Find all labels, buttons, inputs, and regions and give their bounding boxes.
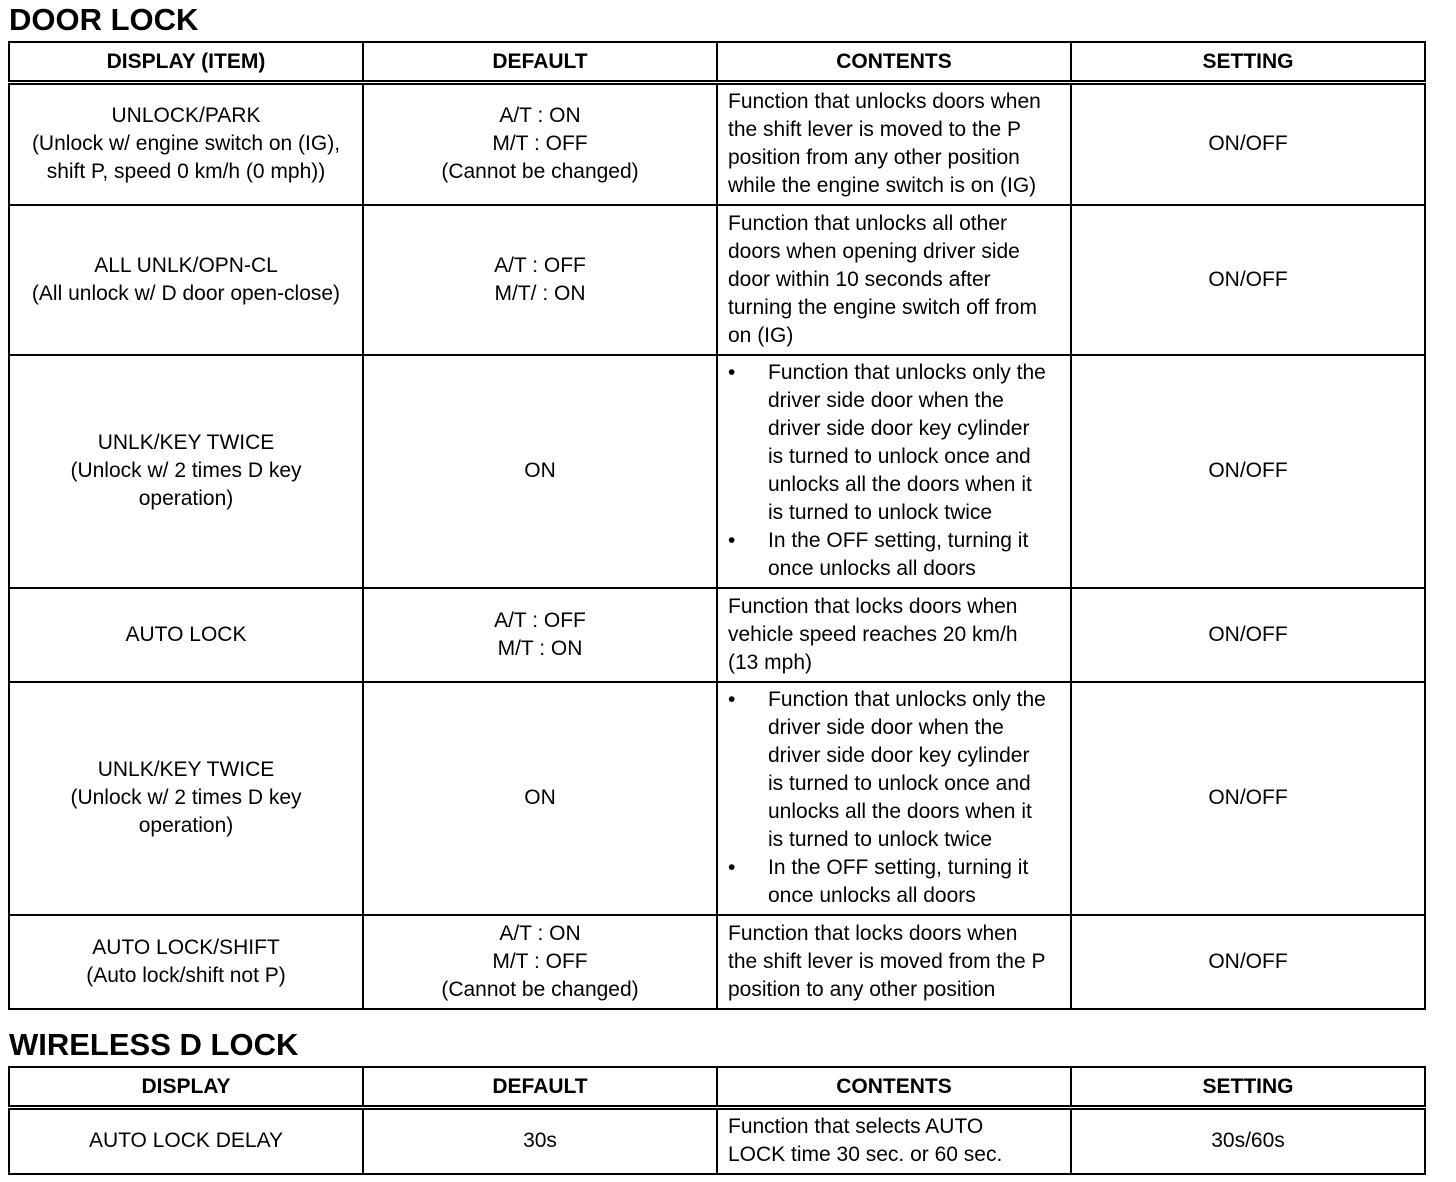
display-item-desc: shift P, speed 0 km/h (0 mph)) bbox=[46, 160, 326, 184]
table-row bbox=[9, 682, 1425, 915]
contents-line: Function that locks doors when bbox=[728, 594, 1018, 618]
contents-bullet-list bbox=[728, 359, 1062, 583]
table-row bbox=[9, 205, 1425, 355]
display-item-name: UNLK/KEY TWICE bbox=[97, 431, 275, 454]
contents-line: the shift lever is moved from the P bbox=[728, 949, 1046, 973]
header-setting: SETTING bbox=[1071, 42, 1425, 83]
door-lock-table bbox=[8, 41, 1426, 1010]
default-cell bbox=[363, 205, 717, 355]
setting-cell: ON/OFF bbox=[1071, 682, 1425, 915]
display-item-cell bbox=[9, 1108, 363, 1174]
default-value: M/T/ : ON bbox=[494, 281, 586, 305]
contents-cell bbox=[717, 682, 1071, 915]
setting-cell: 30s/60s bbox=[1071, 1108, 1425, 1174]
contents-line: Function that unlocks doors when bbox=[728, 90, 1041, 114]
display-item-desc: (Unlock w/ engine switch on (IG), bbox=[31, 132, 341, 156]
header-contents: CONTENTS bbox=[717, 42, 1071, 83]
contents-line: doors when opening driver side bbox=[728, 239, 1020, 263]
header-display-item: DISPLAY (ITEM) bbox=[9, 42, 363, 83]
display-item-cell bbox=[9, 682, 363, 915]
display-item-name: AUTO LOCK DELAY bbox=[88, 1129, 284, 1153]
default-cell bbox=[363, 588, 717, 682]
display-item-cell bbox=[9, 83, 363, 205]
default-value: ON bbox=[524, 786, 556, 809]
contents-line: position to any other position bbox=[728, 977, 996, 1001]
contents-bullet-item bbox=[728, 527, 1062, 583]
contents-line: is turned to unlock twice bbox=[768, 501, 993, 524]
header-contents: CONTENTS bbox=[717, 1067, 1071, 1108]
default-value: ON bbox=[524, 459, 556, 482]
contents-line: door within 10 seconds after bbox=[728, 267, 991, 291]
display-item-desc: (All unlock w/ D door open-close) bbox=[31, 281, 341, 305]
contents-line: (13 mph) bbox=[728, 650, 813, 674]
default-cell bbox=[363, 1108, 717, 1174]
header-default: DEFAULT bbox=[363, 1067, 717, 1108]
setting-cell: ON/OFF bbox=[1071, 205, 1425, 355]
contents-line: the shift lever is moved to the P bbox=[728, 118, 1021, 142]
contents-line: is turned to unlock twice bbox=[768, 828, 993, 851]
header-setting: SETTING bbox=[1071, 1067, 1425, 1108]
wireless-d-lock-title: WIRELESS D LOCK bbox=[9, 1027, 299, 1062]
setting-cell: ON/OFF bbox=[1071, 355, 1425, 588]
contents-line: • Function that unlocks only the bbox=[768, 361, 1046, 384]
contents-cell bbox=[717, 355, 1071, 588]
contents-line: turning the engine switch off from bbox=[728, 295, 1037, 319]
wireless-header-row bbox=[9, 1067, 1425, 1108]
header-display: DISPLAY bbox=[9, 1067, 363, 1108]
setting-cell: ON/OFF bbox=[1071, 83, 1425, 205]
contents-bullet-item bbox=[728, 686, 1062, 854]
contents-line: once unlocks all doors bbox=[768, 557, 976, 580]
contents-line: on (IG) bbox=[728, 323, 794, 347]
contents-line: • In the OFF setting, turning it bbox=[768, 529, 1029, 552]
display-item-cell bbox=[9, 355, 363, 588]
contents-line: unlocks all the doors when it bbox=[768, 473, 1032, 496]
table-row bbox=[9, 355, 1425, 588]
table-row bbox=[9, 83, 1425, 205]
contents-line: vehicle speed reaches 20 km/h bbox=[728, 622, 1018, 646]
default-value: A/T : ON bbox=[499, 921, 581, 945]
display-item-name: UNLK/KEY TWICE bbox=[97, 758, 275, 781]
contents-line: unlocks all the doors when it bbox=[768, 800, 1032, 823]
display-item-desc: (Unlock w/ 2 times D key bbox=[70, 459, 302, 482]
contents-bullet-item bbox=[728, 359, 1062, 527]
table-row bbox=[9, 915, 1425, 1009]
display-item-name: UNLOCK/PARK bbox=[111, 104, 261, 128]
contents-line: LOCK time 30 sec. or 60 sec. bbox=[728, 1143, 1003, 1167]
default-value: A/T : ON bbox=[499, 104, 581, 128]
display-item-desc: operation) bbox=[138, 487, 234, 510]
default-value: 30s bbox=[523, 1129, 557, 1153]
default-cell bbox=[363, 83, 717, 205]
contents-line: • Function that unlocks only the bbox=[768, 688, 1046, 711]
display-item-desc: (Auto lock/shift not P) bbox=[86, 963, 286, 987]
contents-line: once unlocks all doors bbox=[768, 884, 976, 907]
display-item-desc: operation) bbox=[138, 814, 234, 837]
default-value: M/T : OFF bbox=[492, 132, 588, 156]
default-cell bbox=[363, 355, 717, 588]
default-note: (Cannot be changed) bbox=[441, 977, 639, 1001]
contents-line: driver side door when the bbox=[768, 389, 1004, 412]
default-note: (Cannot be changed) bbox=[441, 160, 639, 184]
default-cell bbox=[363, 682, 717, 915]
display-item-name: AUTO LOCK/SHIFT bbox=[92, 935, 280, 959]
default-value: A/T : OFF bbox=[494, 253, 586, 277]
contents-line: driver side door key cylinder bbox=[768, 744, 1030, 767]
contents-cell bbox=[717, 205, 1071, 355]
contents-line: while the engine switch is on (IG) bbox=[728, 174, 1037, 198]
contents-line: driver side door key cylinder bbox=[768, 417, 1030, 440]
contents-line: • In the OFF setting, turning it bbox=[768, 856, 1029, 879]
default-value: M/T : ON bbox=[497, 636, 583, 660]
setting-cell: ON/OFF bbox=[1071, 588, 1425, 682]
header-default: DEFAULT bbox=[363, 42, 717, 83]
table-row bbox=[9, 1108, 1425, 1174]
contents-line: is turned to unlock once and bbox=[768, 772, 1031, 795]
wireless-d-lock-table bbox=[8, 1066, 1426, 1175]
contents-line: Function that selects AUTO bbox=[728, 1115, 984, 1139]
default-value: M/T : OFF bbox=[492, 949, 588, 973]
contents-line: position from any other position bbox=[728, 146, 1020, 170]
door-lock-header-row bbox=[9, 42, 1425, 83]
contents-line: driver side door when the bbox=[768, 716, 1004, 739]
contents-cell bbox=[717, 83, 1071, 205]
display-item-cell bbox=[9, 588, 363, 682]
setting-cell: ON/OFF bbox=[1071, 915, 1425, 1009]
contents-cell bbox=[717, 588, 1071, 682]
door-lock-title: DOOR LOCK bbox=[9, 2, 199, 37]
contents-line: is turned to unlock once and bbox=[768, 445, 1031, 468]
table-row bbox=[9, 588, 1425, 682]
default-value: A/T : OFF bbox=[494, 608, 586, 632]
contents-bullet-item bbox=[728, 854, 1062, 910]
display-item-cell bbox=[9, 915, 363, 1009]
contents-bullet-list bbox=[728, 686, 1062, 910]
display-item-desc: (Unlock w/ 2 times D key bbox=[70, 786, 302, 809]
display-item-name: ALL UNLK/OPN-CL bbox=[94, 253, 278, 277]
contents-line: Function that unlocks all other bbox=[728, 211, 1007, 235]
contents-cell bbox=[717, 1108, 1071, 1174]
default-cell bbox=[363, 915, 717, 1009]
contents-cell bbox=[717, 915, 1071, 1009]
display-item-cell bbox=[9, 205, 363, 355]
display-item-name: AUTO LOCK bbox=[125, 622, 247, 646]
contents-line: Function that locks doors when bbox=[728, 921, 1018, 945]
